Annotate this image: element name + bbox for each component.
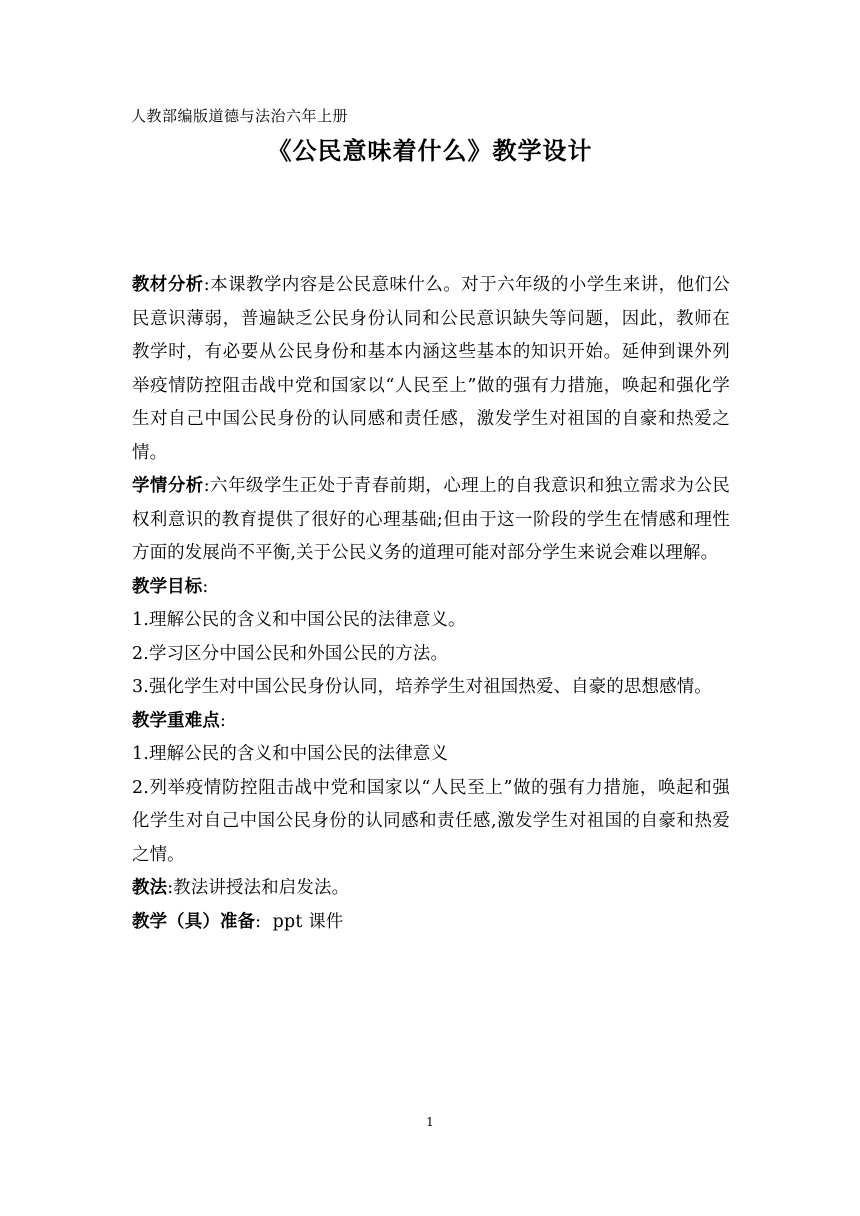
- key-point-item: 2.列举疫情防控阻击战中党和国家以“人民至上”做的强有力措施，唤起和强化学生对自己中国公民身份的认同感和责任感,激发学生对祖国的自豪和热爱之情。: [132, 777, 730, 865]
- key-points-separator: :: [219, 710, 227, 731]
- preparation-separator: :: [255, 911, 262, 932]
- course-header-note: 人教部编版道德与法治六年上册: [131, 107, 349, 125]
- key-points-label: 教学重难点: [132, 710, 220, 731]
- learner-analysis-separator: :: [203, 476, 210, 496]
- preparation-text: ppt 课件: [261, 911, 344, 932]
- teaching-goals-heading: [132, 571, 730, 605]
- teaching-method-paragraph: [132, 872, 730, 906]
- learner-analysis-label: 学情分析: [132, 476, 204, 496]
- teaching-method-text: 教法讲授法和启发法。: [173, 878, 350, 898]
- material-analysis-paragraph: [132, 269, 730, 470]
- document-body: [132, 269, 730, 939]
- preparation-paragraph: [132, 906, 730, 940]
- teaching-goal-item: 3.强化学生对中国公民身份认同，培养学生对祖国热爱、自豪的思想感情。: [132, 677, 712, 697]
- material-analysis-separator: :: [203, 275, 210, 295]
- preparation-label: 教学（具）准备: [132, 911, 256, 932]
- teaching-method-separator: :: [167, 878, 174, 898]
- page-number: 1: [426, 1115, 434, 1129]
- teaching-goal-item: 1.理解公民的含义和中国公民的法律意义。: [132, 610, 466, 630]
- material-analysis-label: 教材分析: [132, 275, 204, 295]
- material-analysis-text: 本课教学内容是公民意味什么。对于六年级的小学生来讲，他们公民意识薄弱，普遍缺乏公民身份认同和公民意识缺失等问题，因此，教师在教学时，有必要从公民身份和基本内涵这些基本的知识开始。延伸到课外列举疫情防控阻击战中党和国家以“人民至上”做的强有力措施，唤起和强化学生对自己中国公民身份的认同感和责任感，激发学生对祖国的自豪和热爱之情。: [132, 275, 730, 463]
- learner-analysis-paragraph: [132, 470, 730, 571]
- teaching-method-label: 教法: [132, 878, 168, 898]
- key-point-item: 1.理解公民的含义和中国公民的法律意义: [132, 744, 449, 764]
- teaching-goals-separator: :: [202, 576, 209, 597]
- key-points-heading: [132, 705, 730, 739]
- learner-analysis-text: 六年级学生正处于青春前期，心理上的自我意识和独立需求为公民权利意识的教育提供了很好的心理基础;但由于这一阶段的学生在情感和理性方面的发展尚不平衡,关于公民义务的道理可能对部分学生来说会难以理解。: [132, 476, 730, 563]
- teaching-goal-item: 2.学习区分中国公民和外国公民的方法。: [132, 643, 449, 664]
- document-title: 《公民意味着什么》教学设计: [267, 137, 593, 165]
- teaching-goals-label: 教学目标: [132, 576, 203, 597]
